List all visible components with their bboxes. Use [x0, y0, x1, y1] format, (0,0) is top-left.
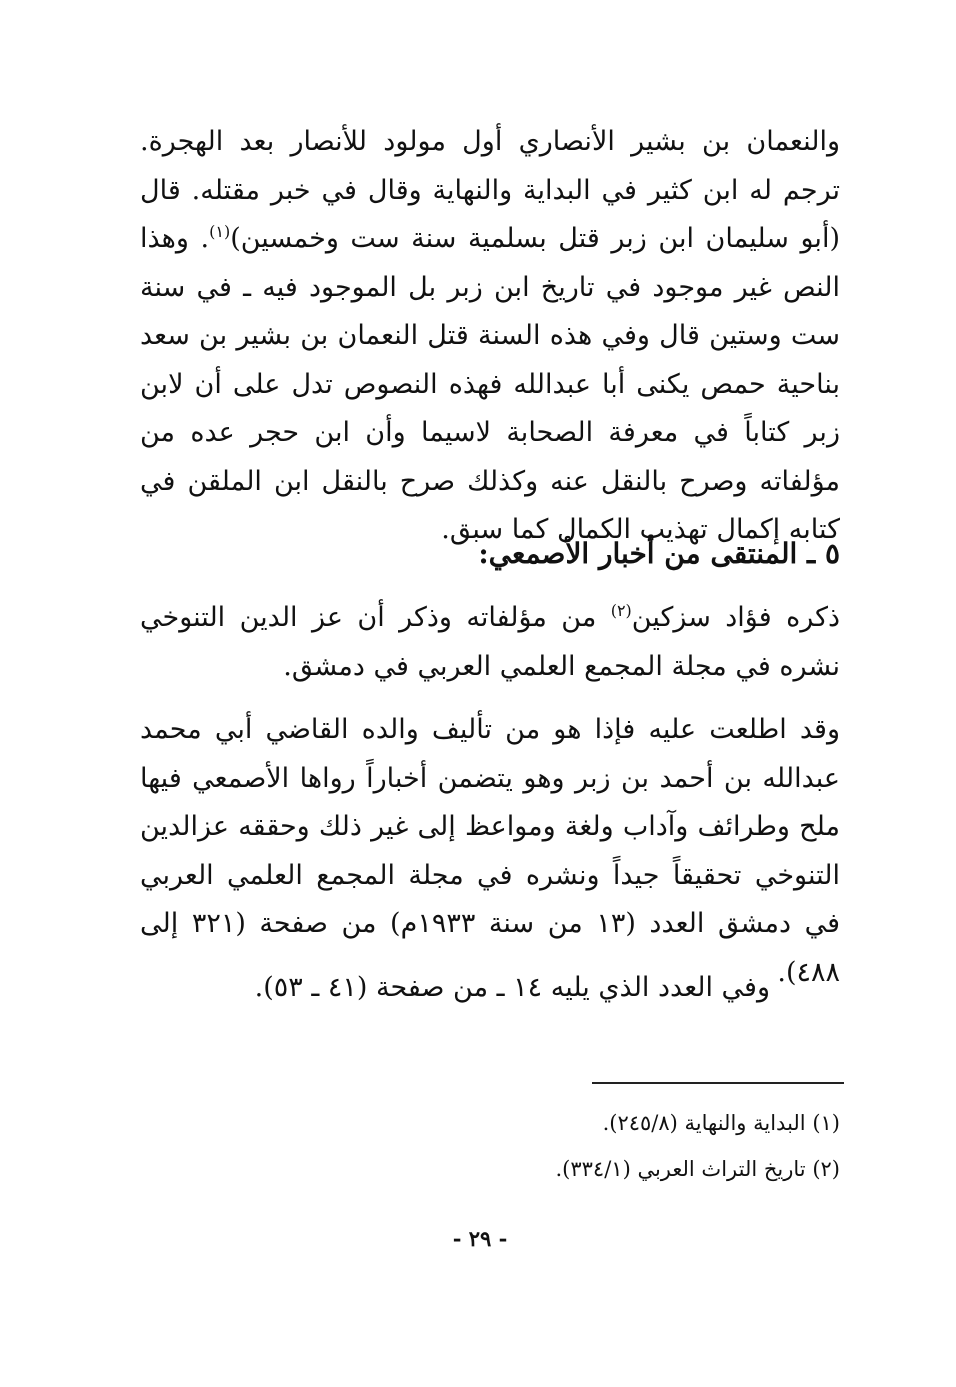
footnotes — [340, 1100, 840, 1192]
paragraph-text: ذكره فؤاد سزكين — [631, 602, 840, 633]
paragraph-sezgin — [140, 594, 840, 691]
paragraph-text-continued: من مؤلفاته وذكر أن عز الدين التنوخي نشره في مجلة المجمع العلمي العربي في دمشق. — [140, 602, 840, 682]
paragraph-review: وقد اطلعت عليه فإذا هو من تأليف والده القاضي أبي محمد عبدالله بن أحمد بن زبر وهو يتضمن أخباراً رواها الأصمعي فيها ملح وطرائف وآداب ولغة ومواعظ إلى غير ذلك وحققه عزالدين التنوخي تحقيقاً جيداً ونشره في مجلة المجمع العلمي العربي في دمشق العدد (١٣ من سنة ١٩٣٣م) من صفحة (٣٢١ إلى ٤٨٨). — [140, 714, 841, 988]
footnote-2: (٢) تاريخ التراث العربي (٣٣٤/١). — [555, 1157, 840, 1181]
paragraph-text-continued: . وهذا النص غير موجود في تاريخ ابن زبر بل الموجود فيه ـ في سنة ست وستين قال وفي هذه السنة قتل النعمان بن بشير بن سعد بناحية حمص يكنى أبا عبدالله فهذه النصوص تدل على أن لابن زبر كتاباً في معرفة الصحابة لاسيما وأن ابن حجر عده من مؤلفاته وصرح بالنقل عنه وكذلك صرح بالنقل ابن الملقن في كتابه إكمال تهذيب الكمال كما سبق. — [140, 223, 840, 545]
paragraph-next-issue: وفي العدد الذي يليه ١٤ ـ من صفحة (٤١ ـ ٥٣). — [254, 972, 770, 1003]
paragraph-text: والنعمان بن بشير الأنصاري أول مولود للأنصار بعد الهجرة. ترجم له ابن كثير في البداية والنهاية وقال في خبر مقتله. قال (أبو سليمان ابن زبر قتل بسلمية سنة ست وخمسين) — [140, 126, 840, 254]
section-heading: ٥ ـ المنتقى من أخبار الأصمعي: — [478, 537, 840, 570]
footnote-reference-2[interactable]: (٢) — [610, 601, 632, 620]
footnote-1: (١) البداية والنهاية (٢٤٥/٨). — [602, 1111, 840, 1135]
footnote-reference-1[interactable]: (١) — [209, 222, 231, 241]
paragraph-nouman — [140, 118, 840, 555]
page-number: - ٢٩ - — [452, 1226, 508, 1251]
footnote-separator — [592, 1082, 844, 1084]
